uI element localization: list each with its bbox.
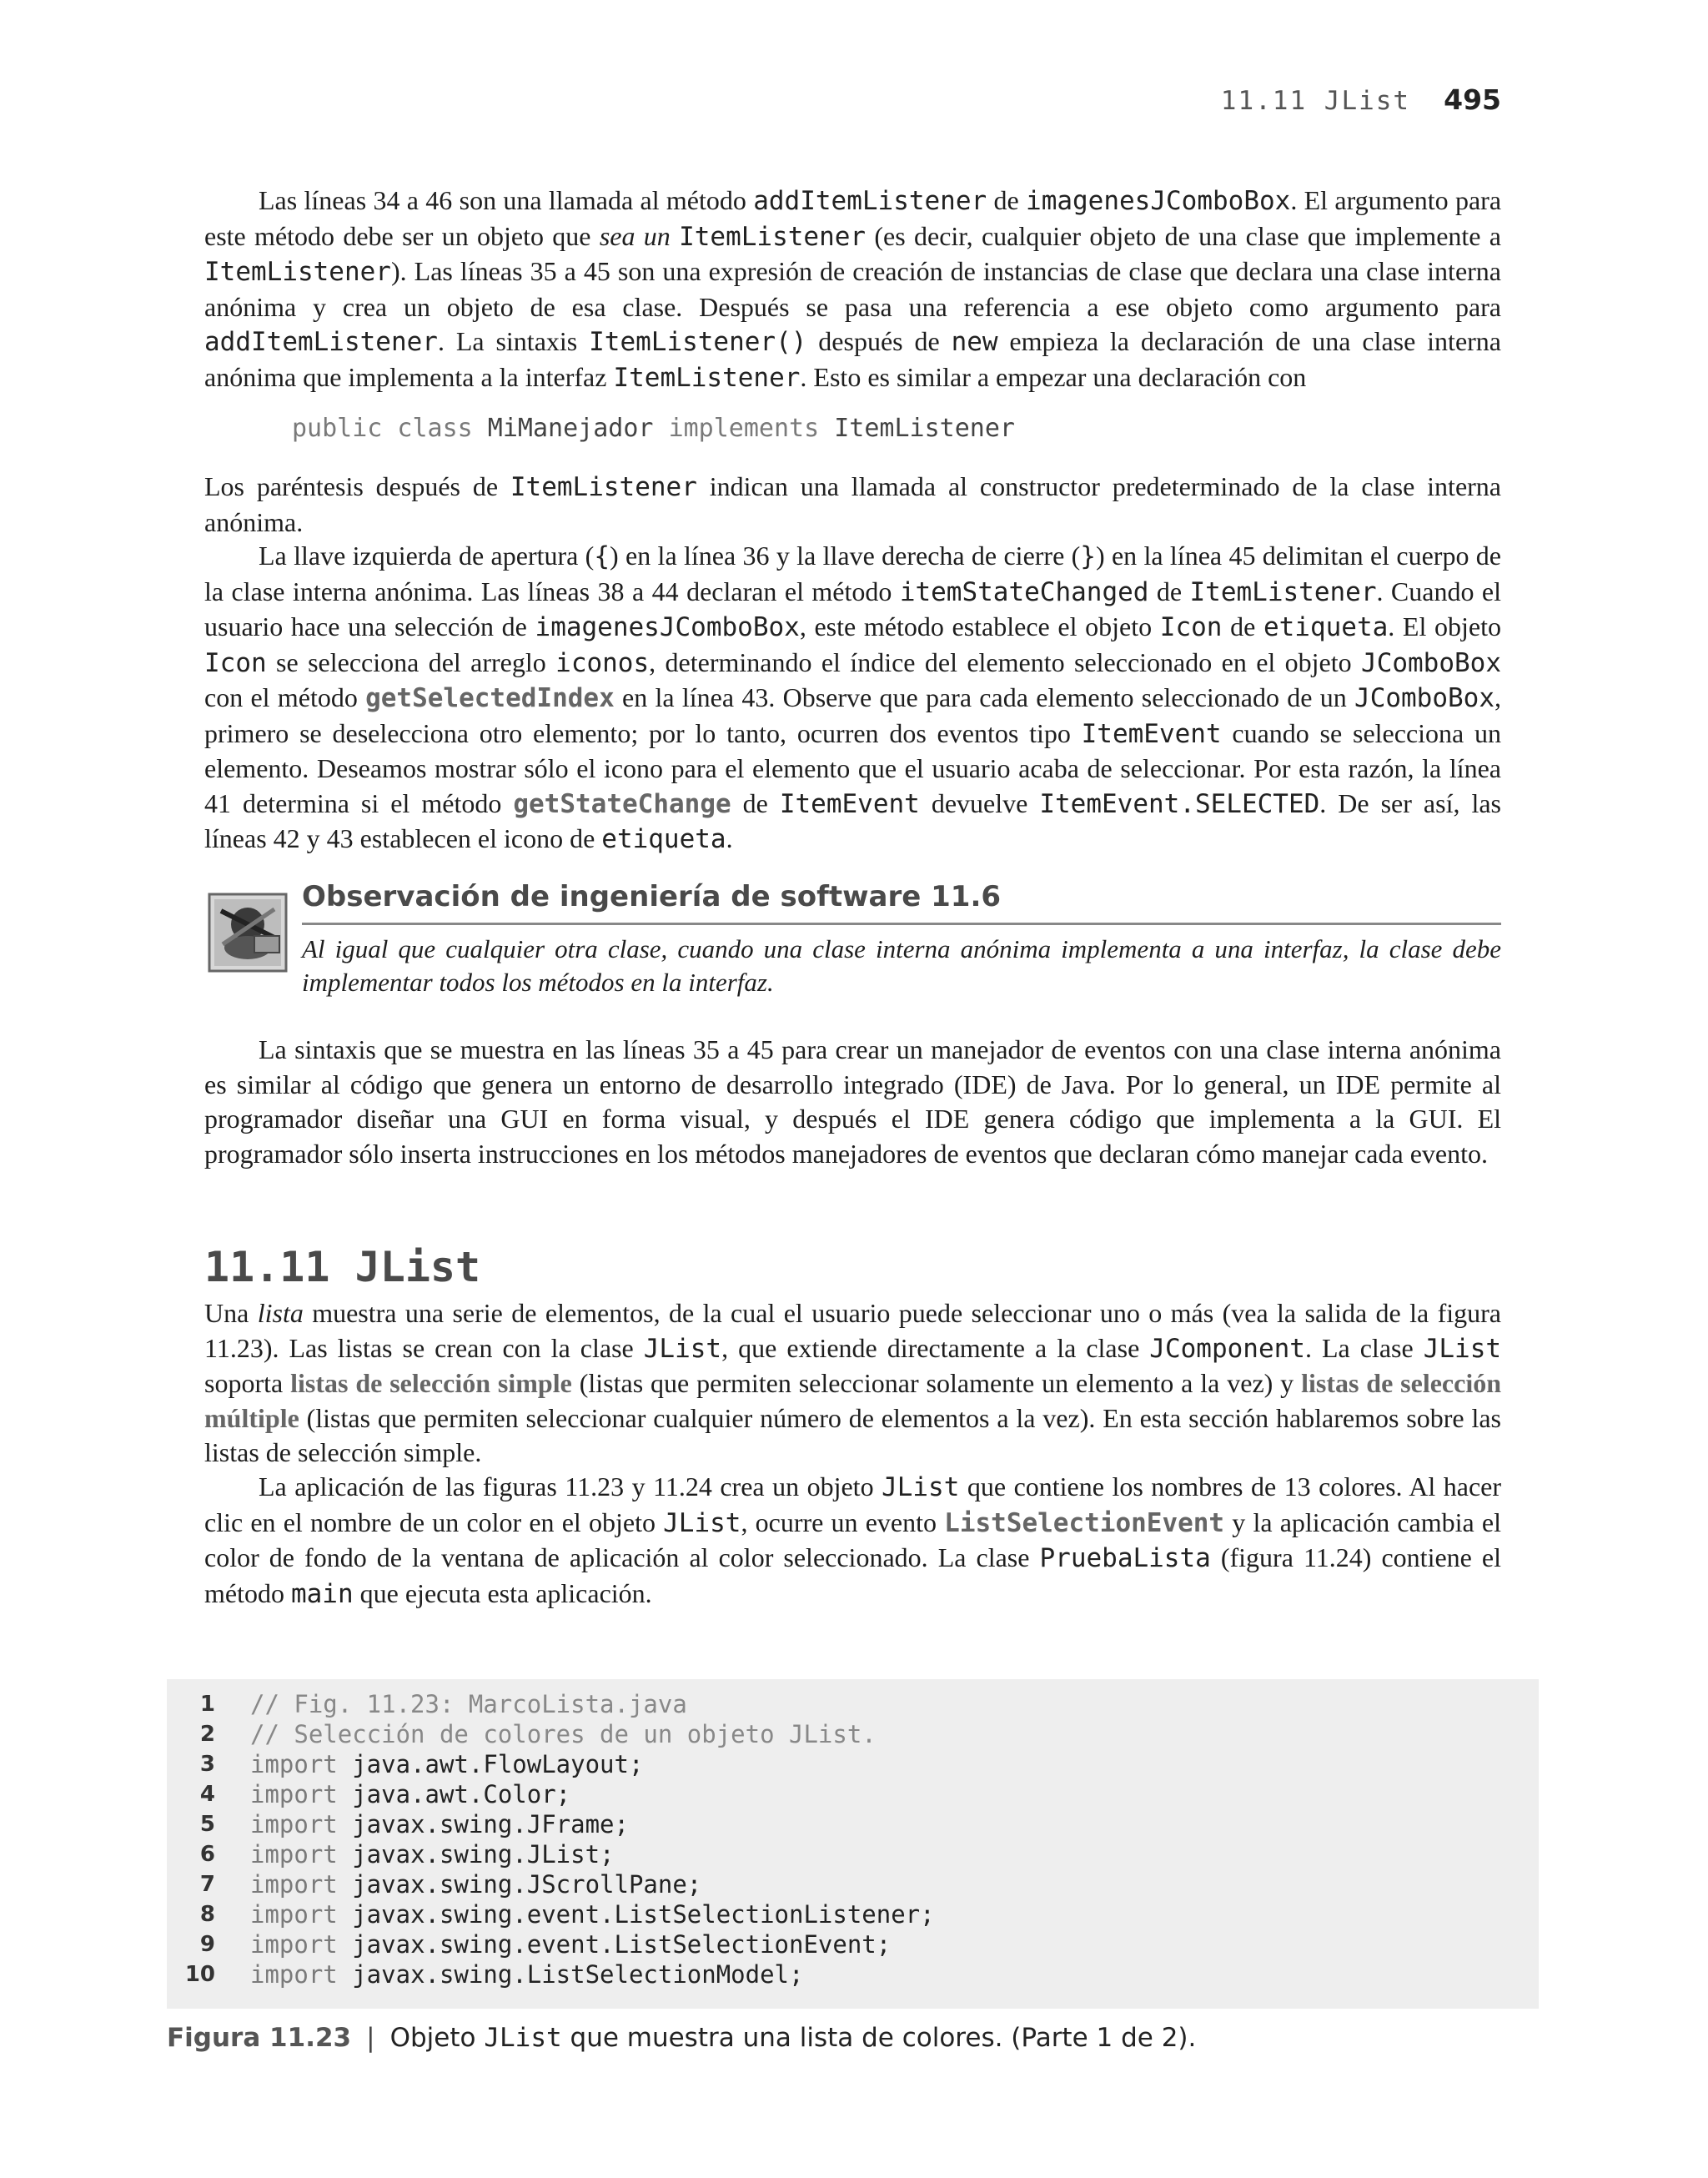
code-text: javax.swing.JFrame; bbox=[337, 1810, 629, 1838]
software-engineering-icon bbox=[204, 886, 292, 978]
text: ). Las líneas 35 a 45 son una expresión de creación de instancias de clase que declara una clase interna anónima y crea un objeto de esa clase. Después se pasa una referencia a ese objeto como argumento para bbox=[204, 256, 1501, 322]
text bbox=[671, 221, 679, 251]
code-term: etiqueta bbox=[601, 824, 726, 854]
code-term: JComboBox bbox=[1361, 647, 1502, 678]
text: . De ser así, las líneas 42 y 43 establecen el icono de bbox=[204, 787, 1502, 853]
line-number: 5 bbox=[199, 1812, 215, 1837]
text: cuando se selecciona un elemento. Deseamos mostrar sólo el icono para el elemento que el usuario acaba de seleccionar. Por esta razón, la línea 41 determina si el método bbox=[204, 717, 1502, 818]
text: . Cuando el usuario hace una selección de bbox=[204, 576, 1501, 641]
code-comment: // Selección de colores de un objeto JList. bbox=[250, 1720, 877, 1748]
text: devuelve bbox=[919, 787, 1040, 818]
line-number: 6 bbox=[199, 1842, 215, 1867]
text: se selecciona del arreglo bbox=[266, 646, 556, 677]
code-term: itemStateChanged bbox=[899, 576, 1149, 607]
text: de bbox=[1222, 611, 1263, 641]
text: , este método establece el objeto bbox=[799, 611, 1160, 641]
text: de bbox=[987, 185, 1027, 215]
text: . La clase bbox=[1304, 1332, 1424, 1363]
code-text: javax.swing.JList; bbox=[337, 1840, 615, 1869]
code-term: iconos bbox=[555, 647, 650, 678]
text: que muestra una lista de colores. (Parte 1 de 2). bbox=[561, 2023, 1197, 2053]
code-term: main bbox=[290, 1578, 354, 1609]
code-term: etiqueta bbox=[1263, 612, 1389, 642]
code-text: java.awt.FlowLayout; bbox=[337, 1750, 644, 1778]
code-keyword: import bbox=[250, 1960, 338, 1989]
text: muestra una serie de elementos, de la cual el usuario puede seleccionar uno o más (vea la salida de la figura 11.23). Las listas se crean con la clase bbox=[204, 1298, 1502, 1363]
text: Los paréntesis después de bbox=[204, 471, 510, 501]
text: (figura 11.24) contiene el método bbox=[204, 1542, 1502, 1608]
code-keyword: import bbox=[250, 1870, 338, 1899]
paragraph-jlist-intro bbox=[204, 1296, 1501, 1471]
line-number: 3 bbox=[199, 1752, 215, 1777]
section-number: 11.11 bbox=[204, 1243, 330, 1291]
text: después de bbox=[806, 326, 952, 356]
text: . Esto es similar a empezar una declaración con bbox=[800, 361, 1307, 392]
text: (listas que permiten seleccionar cualquier número de elementos a la vez). En esta sección hablaremos sobre las listas de selección simple. bbox=[204, 1402, 1501, 1467]
figure-caption bbox=[167, 2023, 1196, 2053]
code-term: ItemListener() bbox=[589, 327, 807, 357]
tip-title: Observación de ingeniería de software 11.6 bbox=[302, 880, 1002, 913]
emphasis: sea un bbox=[599, 220, 671, 251]
paragraph-ide: La sintaxis que se muestra en las líneas 35 a 45 para crear un manejador de eventos con una clase interna anónima es similar al código que genera un entorno de desarrollo integrado (IDE) de Java. Por lo general, un IDE permite al programador diseñar una GUI en forma visual, y después el IDE genera código que implementa a la GUI. El programador sólo inserta instrucciones en los métodos manejadores de eventos que declaran cómo manejar cada evento. bbox=[204, 1034, 1501, 1169]
text: La llave izquierda de apertura ( bbox=[259, 541, 595, 571]
code-term: imagenesJComboBox bbox=[1026, 186, 1291, 216]
code-term: ItemListener bbox=[1189, 576, 1377, 607]
code-term: Icon bbox=[1159, 612, 1223, 642]
text: con el método bbox=[204, 682, 366, 712]
code-term: JList bbox=[1423, 1333, 1502, 1364]
keyword: public class bbox=[292, 414, 473, 443]
tip-body: Al igual que cualquier otra clase, cuando una clase interna anónima implementa a una interfaz, la clase debe implementar todos los métodos en la interfaz. bbox=[302, 934, 1501, 997]
text: Las líneas 34 a 46 son una llamada al método bbox=[259, 185, 754, 215]
text: Objeto bbox=[389, 2023, 485, 2053]
code-term: JList bbox=[484, 2023, 562, 2053]
text: . bbox=[726, 823, 733, 853]
text: empieza la declaración de una clase interna anónima que implementa a la interfaz bbox=[204, 326, 1502, 392]
paragraph-constructor bbox=[204, 470, 1501, 540]
code-term: ItemListener bbox=[679, 221, 867, 252]
code-term: addItemListener bbox=[753, 186, 987, 216]
line-number: 4 bbox=[199, 1782, 215, 1807]
line-number: 7 bbox=[199, 1872, 215, 1897]
paragraph-itemstatechanged bbox=[204, 539, 1501, 858]
key-term: listas de selección simple bbox=[290, 1368, 572, 1398]
code-term-bold: getSelectedIndex bbox=[365, 683, 615, 713]
text: . La sintaxis bbox=[437, 326, 590, 356]
text: . El objeto bbox=[1388, 611, 1502, 641]
code-keyword: import bbox=[250, 1840, 338, 1869]
running-head bbox=[1209, 83, 1501, 116]
key-term: listas de selección múltiple bbox=[204, 1368, 1502, 1433]
identifier: ItemListener bbox=[819, 414, 1015, 443]
code-term: new bbox=[951, 327, 998, 357]
line-number: 9 bbox=[199, 1932, 215, 1957]
code-term: addItemListener bbox=[204, 327, 438, 357]
code-text: javax.swing.event.ListSelectionListener; bbox=[337, 1900, 935, 1929]
code-term: imagenesJComboBox bbox=[535, 612, 800, 642]
page-number: 495 bbox=[1444, 83, 1501, 116]
code-keyword: import bbox=[250, 1930, 338, 1959]
code-snippet-declaration bbox=[292, 414, 1015, 443]
text: en la línea 43. Observe que para cada elemento seleccionado de un bbox=[614, 682, 1355, 712]
code-term-bold: ListSelectionEvent bbox=[944, 1507, 1225, 1538]
code-term: JComponent bbox=[1149, 1333, 1305, 1364]
figure-label: Figura 11.23 bbox=[167, 2023, 352, 2053]
running-head-section: 11.11 JList bbox=[1220, 86, 1411, 116]
text: , primero se deselecciona otro elemento; por lo tanto, ocurren dos eventos tipo bbox=[204, 682, 1502, 748]
text: que ejecuta esta aplicación. bbox=[353, 1577, 652, 1608]
code-comment: // Fig. 11.23: MarcoLista.java bbox=[250, 1690, 687, 1718]
keyword: implements bbox=[668, 414, 820, 443]
line-number: 10 bbox=[184, 1962, 215, 1987]
code-term: } bbox=[1080, 541, 1096, 571]
text: de bbox=[1148, 576, 1190, 606]
text: ) en la línea 36 y la llave derecha de cierre ( bbox=[610, 541, 1081, 571]
text: (es decir, cualquier objeto de una clase que implemente a bbox=[866, 220, 1502, 251]
text: y la aplicación cambia el color de fondo de la ventana de aplicación al color seleccionado. La clase bbox=[204, 1506, 1502, 1572]
code-keyword: import bbox=[250, 1810, 338, 1838]
line-number: 8 bbox=[199, 1902, 215, 1927]
code-text: java.awt.Color; bbox=[337, 1780, 571, 1808]
code-term-bold: getStateChange bbox=[513, 788, 731, 819]
code-term: { bbox=[594, 541, 610, 571]
code-term: ItemListener bbox=[510, 472, 697, 502]
code-term: ItemEvent bbox=[779, 788, 920, 819]
code-text: javax.swing.event.ListSelectionEvent; bbox=[337, 1930, 892, 1959]
text: Una bbox=[204, 1298, 258, 1328]
text: soporta bbox=[204, 1368, 291, 1398]
section-title: JList bbox=[354, 1243, 481, 1291]
code-term: Icon bbox=[204, 647, 267, 678]
code-term: PruebaLista bbox=[1039, 1543, 1211, 1573]
code-term: ItemListener bbox=[613, 362, 801, 393]
paragraph-additemlistener bbox=[204, 184, 1501, 395]
section-heading bbox=[204, 1243, 480, 1291]
text: La aplicación de las figuras 11.23 y 11.24 crea un objeto bbox=[259, 1471, 882, 1501]
text: . El argumento para este método debe ser un objeto que bbox=[204, 185, 1502, 251]
emphasis: lista bbox=[257, 1298, 304, 1328]
text: de bbox=[731, 787, 780, 818]
text: , determinando el índice del elemento seleccionado en el objeto bbox=[649, 646, 1362, 677]
code-term: ItemListener bbox=[204, 257, 391, 287]
code-term: ItemEvent.SELECTED bbox=[1039, 788, 1320, 819]
text: indican una llamada al constructor predeterminado de la clase interna anónima. bbox=[204, 471, 1502, 537]
code-keyword: import bbox=[250, 1750, 338, 1778]
line-number: 1 bbox=[199, 1692, 215, 1717]
tip-divider bbox=[302, 923, 1501, 925]
text: , que extiende directamente a la clase bbox=[721, 1332, 1150, 1363]
paragraph-application bbox=[204, 1470, 1501, 1612]
code-term: JList bbox=[663, 1507, 741, 1538]
code-term: JList bbox=[643, 1333, 722, 1364]
text: (listas que permiten seleccionar solamente un elemento a la vez) y bbox=[571, 1368, 1302, 1398]
text: , ocurre un evento bbox=[741, 1506, 945, 1537]
code-keyword: import bbox=[250, 1900, 338, 1929]
code-text: javax.swing.ListSelectionModel; bbox=[337, 1960, 804, 1989]
text: que contiene los nombres de 13 colores. Al hacer clic en el nombre de un color en el objeto bbox=[204, 1471, 1502, 1537]
line-number: 2 bbox=[199, 1722, 215, 1747]
text: ) en la línea 45 delimitan el cuerpo de la clase interna anónima. Las líneas 38 a 44 declaran el método bbox=[204, 541, 1502, 606]
identifier: MiManejador bbox=[472, 414, 669, 443]
caption-separator: | bbox=[366, 2023, 375, 2053]
code-term: JComboBox bbox=[1354, 683, 1495, 713]
code-term: JList bbox=[882, 1472, 960, 1502]
code-listing bbox=[167, 1679, 1539, 2009]
code-keyword: import bbox=[250, 1780, 338, 1808]
code-term: ItemEvent bbox=[1081, 718, 1222, 749]
code-text: javax.swing.JScrollPane; bbox=[337, 1870, 702, 1899]
